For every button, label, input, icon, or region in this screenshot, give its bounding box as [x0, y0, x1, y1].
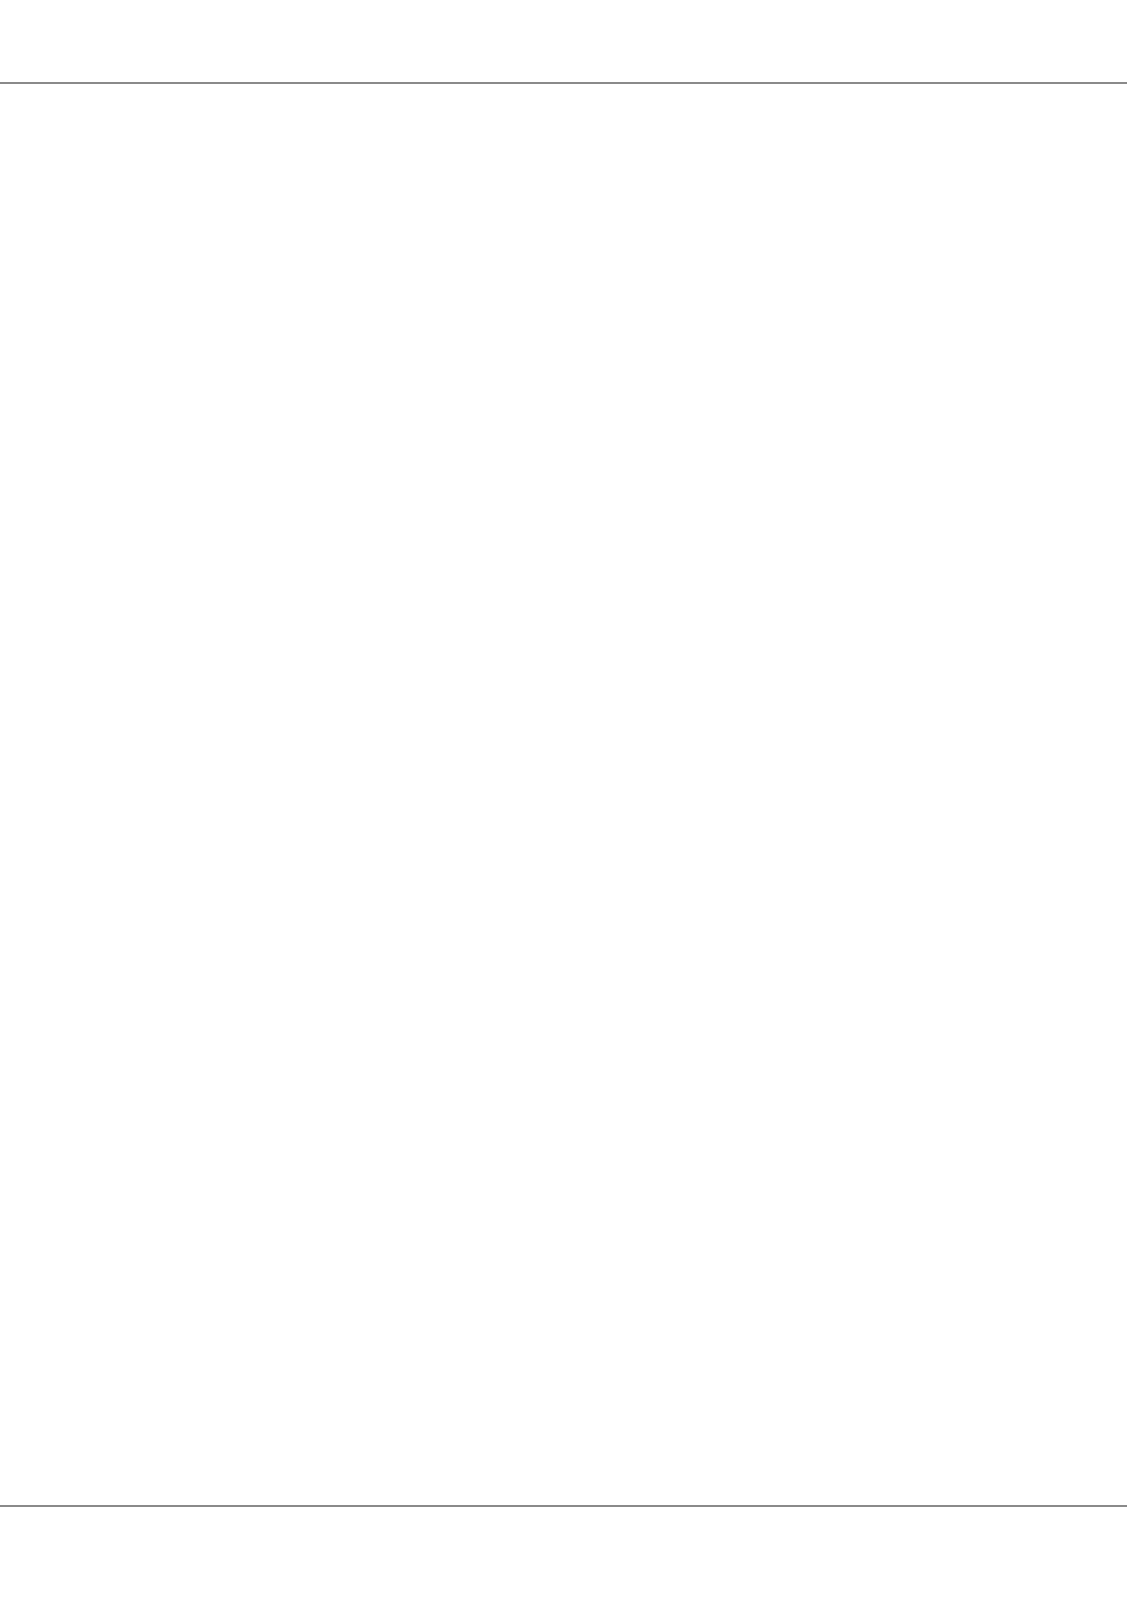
lower-text-block: [130, 835, 1030, 1435]
bottom-rule: [0, 1505, 1127, 1507]
upper-text-block: [180, 168, 1030, 768]
page-footer: [996, 1525, 1027, 1588]
top-rule: [0, 82, 1127, 84]
